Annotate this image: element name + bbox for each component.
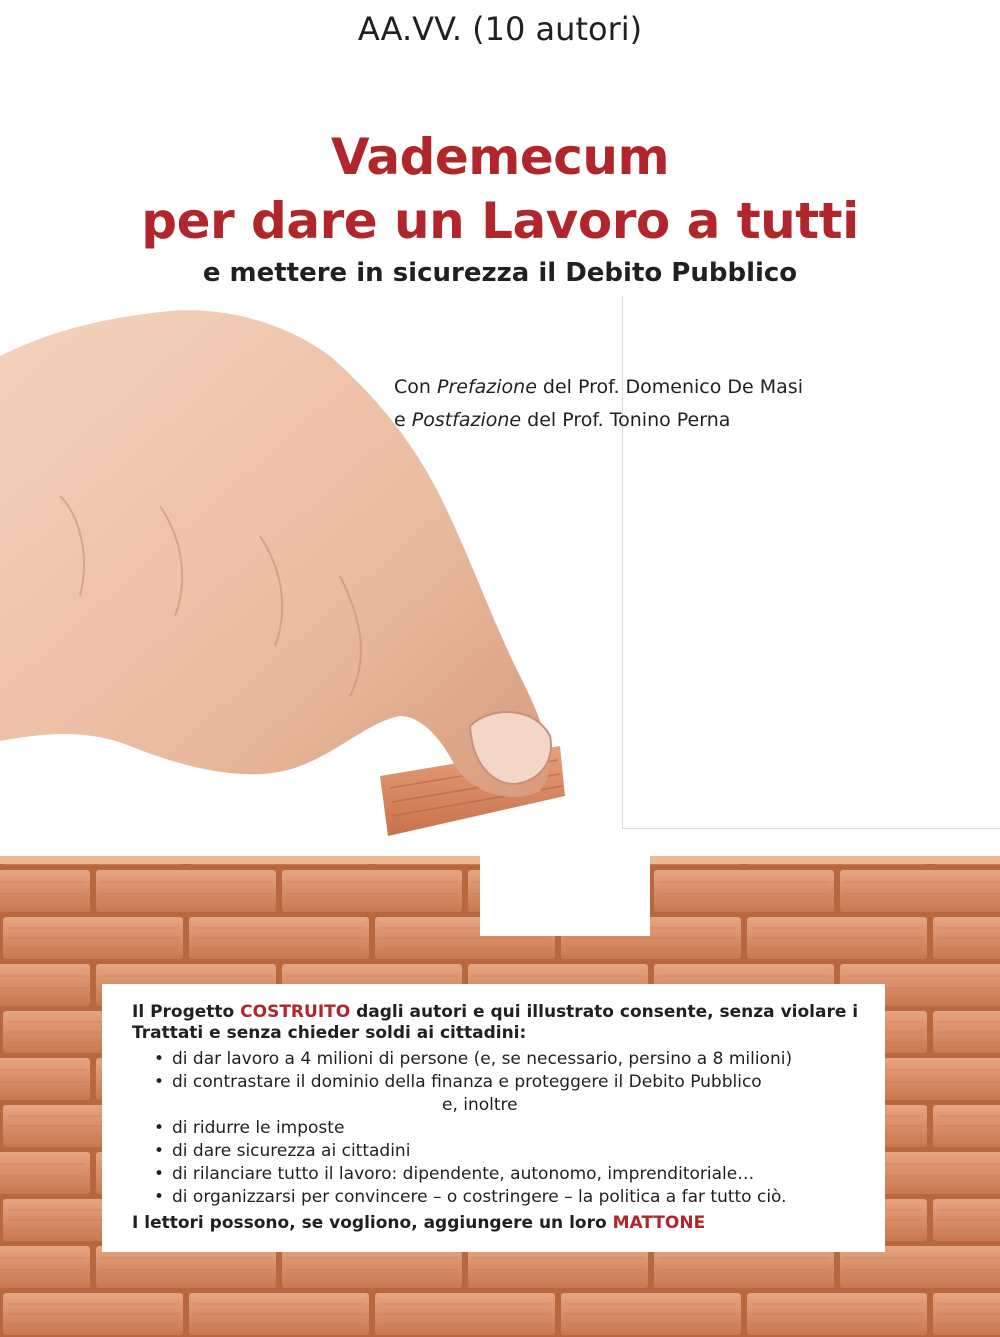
closing-highlight: MATTONE <box>612 1213 706 1233</box>
list-item <box>154 1071 865 1094</box>
credits-postface-italic: Postfazione <box>411 409 522 431</box>
list-item <box>154 1186 865 1209</box>
intro-suffix: dagli autori e qui illustrato consente, senza violare i Trattati e senza chieder soldi ai cittadini: <box>132 1002 859 1043</box>
inoltre-text: e, inoltre <box>442 1095 518 1115</box>
list-item <box>154 1163 865 1186</box>
bullet-icon: • <box>154 1118 165 1138</box>
bullet-icon: • <box>154 1141 165 1161</box>
credits-postface-suffix: del Prof. Tonino Perna <box>521 409 731 431</box>
intro-paragraph <box>132 1002 865 1044</box>
credits-preface-suffix: del Prof. Domenico De Masi <box>536 376 803 398</box>
credits-preface-italic: Prefazione <box>436 376 537 398</box>
title-line-2: per dare un Lavoro a tutti <box>141 192 859 250</box>
author-line: AA.VV. (10 autori) <box>357 10 643 48</box>
project-info-box <box>102 984 885 1252</box>
list-item-text: di contrastare il dominio della finanza e proteggere il Debito Pubblico <box>172 1072 762 1092</box>
closing-line <box>132 1212 865 1234</box>
list-item-text: di rilanciare tutto il lavoro: dipendente, autonomo, imprenditoriale… <box>172 1164 755 1184</box>
list-item-text: di dare sicurezza ai cittadini <box>172 1141 411 1161</box>
bullet-list-first <box>132 1048 865 1094</box>
intro-prefix: Il Progetto <box>132 1002 241 1022</box>
list-item-text: di organizzarsi per convincere – o costringere – la politica a far tutto ciò. <box>172 1187 787 1207</box>
list-item-text: di ridurre le imposte <box>172 1118 345 1138</box>
bullet-icon: • <box>154 1049 165 1069</box>
bullet-list-second <box>132 1117 865 1209</box>
credits-postface-prefix: e <box>394 409 412 431</box>
intro-highlight: COSTRUITO <box>240 1002 351 1022</box>
bullet-icon: • <box>154 1164 165 1184</box>
list-item <box>154 1117 865 1140</box>
list-item-text: di dar lavoro a 4 milioni di persone (e, se necessario, persino a 8 milioni) <box>172 1049 793 1069</box>
credits-preface <box>394 376 803 398</box>
list-item <box>154 1048 865 1071</box>
bullet-icon: • <box>154 1072 165 1092</box>
credits-postface <box>394 409 730 431</box>
bullet-icon: • <box>154 1187 165 1207</box>
list-item <box>154 1140 865 1163</box>
title-line-1: Vademecum <box>330 128 670 186</box>
credits-preface-prefix: Con <box>394 376 437 398</box>
subtitle: e mettere in sicurezza il Debito Pubblico <box>202 258 798 288</box>
closing-prefix: I lettori possono, se vogliono, aggiungere un loro <box>132 1213 613 1233</box>
